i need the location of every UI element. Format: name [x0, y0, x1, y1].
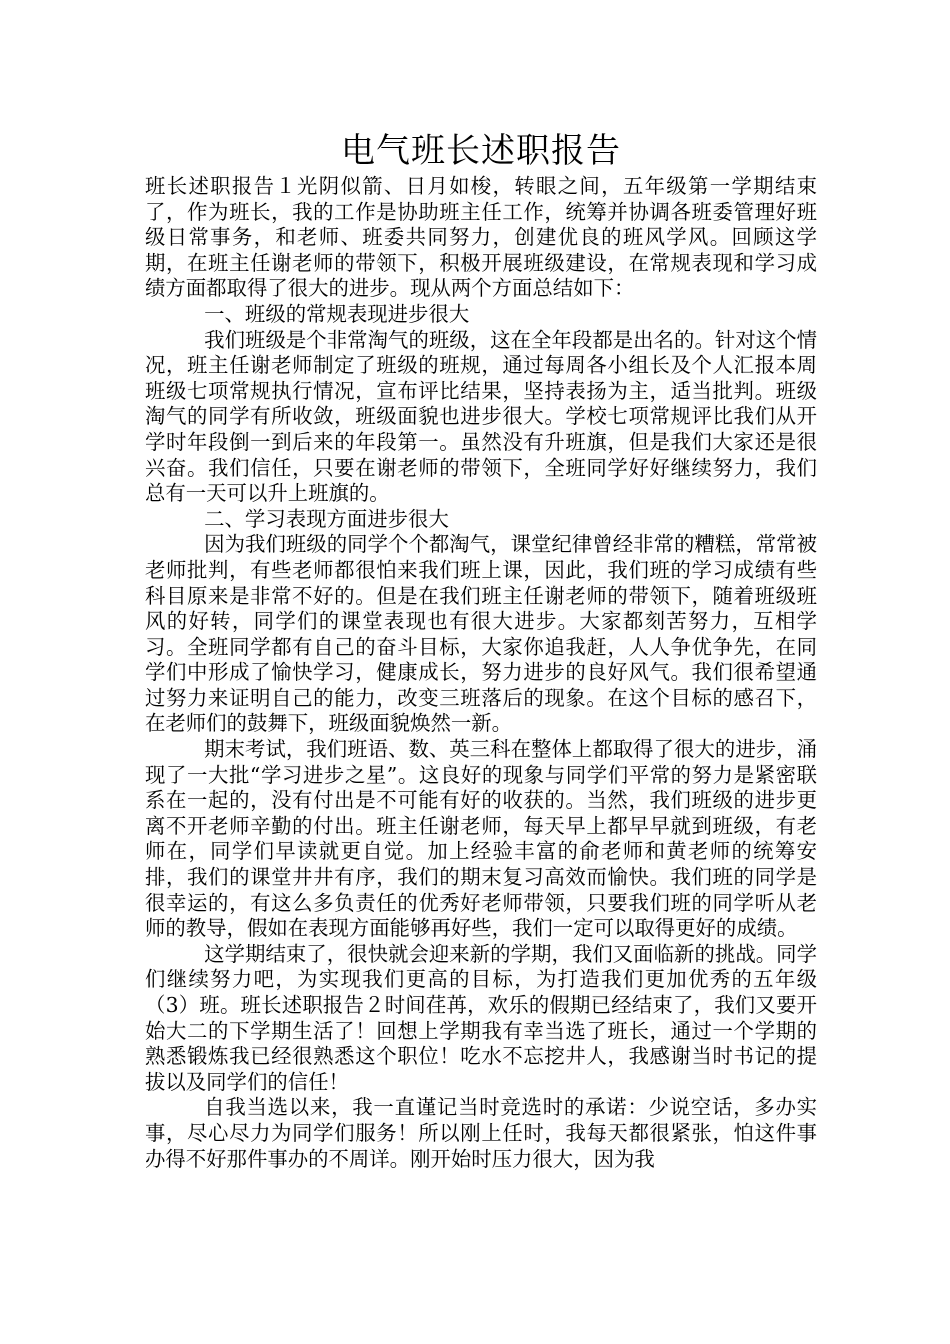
document-body [145, 174, 817, 1172]
paragraph-study: 因为我们班级的同学个个都淘气，课堂纪律曾经非常的糟糕，常常被老师批判，有些老师都很怕来我们班上课，因此，我们班的学习成绩有些科目原来是非常不好的。但是在我们班主任谢老师的带领下，随着班级班风的好转，同学们的课堂表现也有很大进步。大家都刻苦努力，互相学习。全班同学都有自己的奋斗目标，大家你追我赶，人人争优争先，在同学们中形成了愉快学习，健康成长，努力进步的良好风气。我们很希望通过努力来证明自己的能力，改变三班落后的现象。在这个目标的感召下，在老师们的鼓舞下，班级面貌焕然一新。 [145, 532, 817, 736]
paragraph-promise: 自我当选以来，我一直谨记当时竞选时的承诺：少说空话，多办实事，尽心尽力为同学们服务！所以刚上任时，我每天都很紧张，怕这件事办得不好那件事办的不周详。刚开始时压力很大，因为我 [145, 1095, 817, 1171]
paragraph-new-term: 这学期结束了，很快就会迎来新的学期，我们又面临新的挑战。同学们继续努力吧，为实现我们更高的目标，为打造我们更加优秀的五年级（3）班。班长述职报告２时间荏苒，欢乐的假期已经结束了，我们又要开始大二的下学期生活了！回想上学期我有幸当选了班长，通过一个学期的熟悉锻炼我已经很熟悉这个职位！吃水不忘挖井人，我感谢当时书记的提拔以及同学们的信任！ [145, 941, 817, 1094]
paragraph-routine: 我们班级是个非常淘气的班级，这在全年段都是出名的。针对这个情况，班主任谢老师制定了班级的班规，通过每周各小组长及个人汇报本周班级七项常规执行情况，宣布评比结果，坚持表扬为主，适当批判。班级淘气的同学有所收敛，班级面貌也进步很大。学校七项常规评比我们从开学时年段倒一到后来的年段第一。虽然没有升班旗，但是我们大家还是很兴奋。我们信任，只要在谢老师的带领下，全班同学好好继续努力，我们总有一天可以升上班旗的。 [145, 327, 817, 506]
document-page [145, 128, 817, 1172]
section-heading-routine: 一、班级的常规表现进步很大 [204, 301, 470, 326]
section-heading-study: 二、学习表现方面进步很大 [204, 506, 449, 531]
document-title: 电气班长述职报告 [341, 131, 621, 171]
paragraph-exam: 期末考试，我们班语、数、英三科在整体上都取得了很大的进步，涌现了一大批“学习进步之星”。这良好的现象与同学们平常的努力是紧密联系在一起的，没有付出是不可能有好的收获的。当然，我们班级的进步更离不开老师辛勤的付出。班主任谢老师，每天早上都早早就到班级，有老师在，同学们早读就更自觉。加上经验丰富的俞老师和黄老师的统筹安排，我们的课堂井井有序，我们的期末复习高效而愉快。我们班的同学是很幸运的，有这么多负责任的优秀好老师带领，只要我们班的同学听从老师的教导，假如在表现方面能够再好些，我们一定可以取得更好的成绩。 [145, 737, 817, 941]
paragraph-intro: 班长述职报告１光阴似箭、日月如梭，转眼之间，五年级第一学期结束了，作为班长，我的工作是协助班主任工作，统筹并协调各班委管理好班级日常事务，和老师、班委共同努力，创建优良的班风学风。回顾这学期，在班主任谢老师的带领下，积极开展班级建设，在常规表现和学习成绩方面都取得了很大的进步。现从两个方面总结如下： [145, 174, 817, 301]
